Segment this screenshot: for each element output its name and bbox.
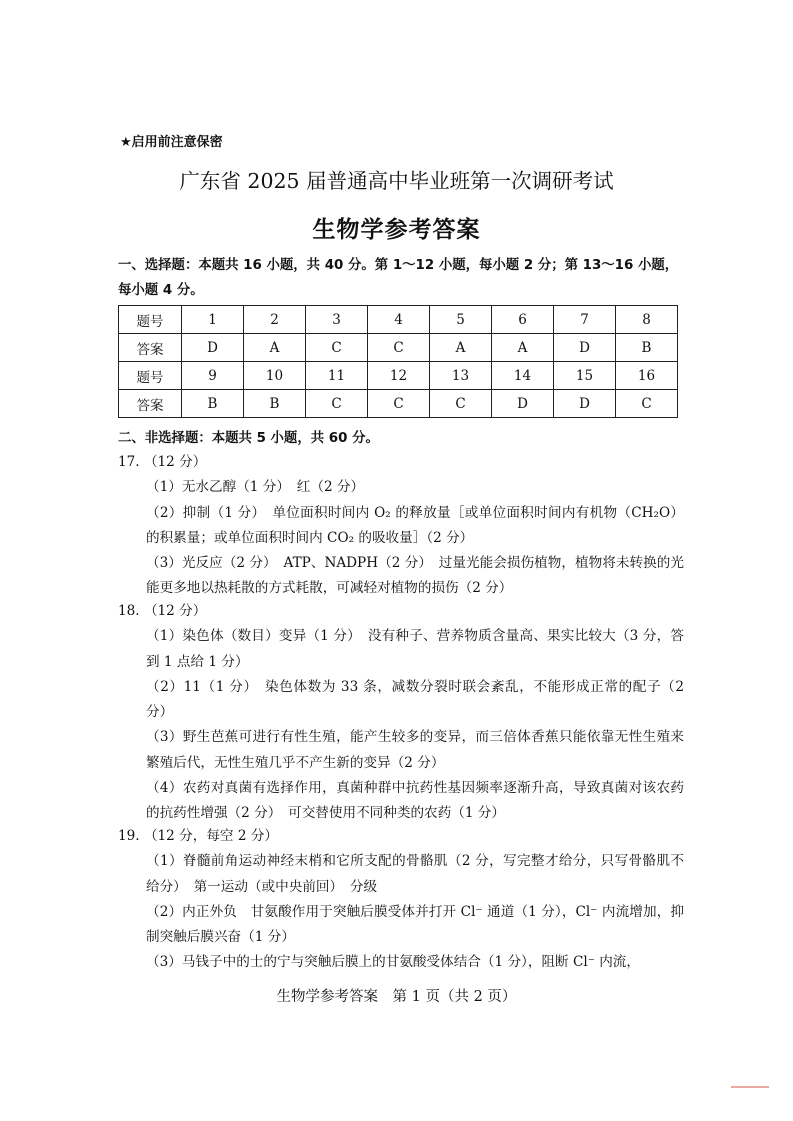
question-18-part-1: （1）染色体（数目）变异（1 分） 没有种子、营养物质含量高、果实比较大（3 分，答到 1 点给 1 分） xyxy=(146,628,684,670)
answer-table-cell: 4 xyxy=(368,306,430,334)
answer-table-cell: D xyxy=(182,334,244,362)
answer-table-row xyxy=(119,306,678,334)
answer-table-row-label: 题号 xyxy=(119,362,182,390)
answer-table-cell: 3 xyxy=(306,306,368,334)
answer-table-cell: 8 xyxy=(616,306,678,334)
answer-table-cell: 7 xyxy=(554,306,616,334)
answer-table-cell: 12 xyxy=(368,362,430,390)
answer-table-row xyxy=(119,362,678,390)
answer-table-cell: D xyxy=(492,390,554,418)
answer-table-cell: 6 xyxy=(492,306,554,334)
answer-table-cell: 15 xyxy=(554,362,616,390)
question-18-heading: 18. （12 分） xyxy=(118,603,207,619)
answer-table-cell: 2 xyxy=(244,306,306,334)
answer-table-row-label: 答案 xyxy=(119,334,182,362)
answer-table-cell: A xyxy=(244,334,306,362)
answer-table xyxy=(118,305,678,418)
answer-table-cell: 1 xyxy=(182,306,244,334)
answer-table-cell: C xyxy=(306,390,368,418)
question-17-part-3: （3）光反应（2 分） ATP、NADPH（2 分） 过量光能会损伤植物，植物将未转换的光能更多地以热耗散的方式耗散，可减轻对植物的损伤（2 分） xyxy=(146,555,684,597)
answer-table-cell: 9 xyxy=(182,362,244,390)
answer-table-cell: C xyxy=(368,390,430,418)
answer-table-row-label: 题号 xyxy=(119,306,182,334)
answer-table-cell: 16 xyxy=(616,362,678,390)
answer-table-cell: A xyxy=(430,334,492,362)
answer-table-row xyxy=(119,390,678,418)
question-18-part-4: （4）农药对真菌有选择作用，真菌种群中抗药性基因频率逐渐升高，导致真菌对该农药的抗药性增强（2 分） 可交替使用不同种类的农药（1 分） xyxy=(146,780,684,822)
answer-table-cell: D xyxy=(554,334,616,362)
answer-table-cell: 5 xyxy=(430,306,492,334)
question-18-part-3: （3）野生芭蕉可进行有性生殖，能产生较多的变异，而三倍体香蕉只能依靠无性生殖来繁殖后代，无性生殖几乎不产生新的变异（2 分） xyxy=(146,729,684,771)
answer-table-cell: 11 xyxy=(306,362,368,390)
answer-table-cell: 13 xyxy=(430,362,492,390)
answer-table-cell: C xyxy=(616,390,678,418)
answer-table-cell: A xyxy=(492,334,554,362)
question-19-part-3: （3）马钱子中的士的宁与突触后膜上的甘氨酸受体结合（1 分），阻断 Cl⁻ 内流， xyxy=(146,954,640,971)
question-18 xyxy=(118,599,684,827)
question-19-part-2: （2）内正外负 甘氨酸作用于突触后膜受体并打开 Cl⁻ 通道（1 分），Cl⁻ 内流增加，抑制突触后膜兴奋（1 分） xyxy=(146,903,684,946)
exam-title: 广东省 2025 届普通高中毕业班第一次调研考试 xyxy=(179,169,614,193)
confidential-notice: ★启用前注意保密 xyxy=(120,135,223,150)
answer-table-cell: C xyxy=(368,334,430,362)
section-2-heading: 二、非选择题：本题共 5 小题，共 60 分。 xyxy=(118,431,379,446)
question-19 xyxy=(118,824,684,976)
answer-table-cell: B xyxy=(616,334,678,362)
answer-table-row-label: 答案 xyxy=(119,390,182,418)
answer-table-cell: C xyxy=(306,334,368,362)
document-subtitle: 生物学参考答案 xyxy=(312,217,481,243)
answer-table-cell: B xyxy=(244,390,306,418)
corner-mark xyxy=(731,1086,769,1088)
question-17-part-1: （1）无水乙醇（1 分） 红（2 分） xyxy=(146,479,365,496)
answer-table-cell: 10 xyxy=(244,362,306,390)
answer-table-cell: D xyxy=(554,390,616,418)
answer-table-cell: B xyxy=(182,390,244,418)
question-17-part-2: （2）抑制（1 分） 单位面积时间内 O₂ 的释放量［或单位面积时间内有机物（CH₂O）的积累量；或单位面积时间内 CO₂ 的吸收量］（2 分） xyxy=(146,504,684,546)
section-1-heading: 一、选择题：本题共 16 小题，共 40 分。第 1～12 小题，每小题 2 分；第 13～16 小题，每小题 4 分。 xyxy=(118,258,679,298)
question-17 xyxy=(118,450,684,602)
question-19-heading: 19. （12 分，每空 2 分） xyxy=(118,828,279,844)
answer-table-cell: 14 xyxy=(492,362,554,390)
question-19-part-1: （1）脊髓前角运动神经末梢和它所支配的骨骼肌（2 分，写完整才给分，只写骨骼肌不给分） 第一运动（或中央前回） 分级 xyxy=(146,853,684,895)
answer-table-row xyxy=(119,334,678,362)
question-18-part-2: （2）11（1 分） 染色体数为 33 条，减数分裂时联会紊乱，不能形成正常的配子（2 分） xyxy=(146,678,684,721)
question-17-heading: 17. （12 分） xyxy=(118,454,207,470)
page-footer: 生物学参考答案 第 1 页（共 2 页） xyxy=(276,989,517,1005)
answer-table-cell: C xyxy=(430,390,492,418)
